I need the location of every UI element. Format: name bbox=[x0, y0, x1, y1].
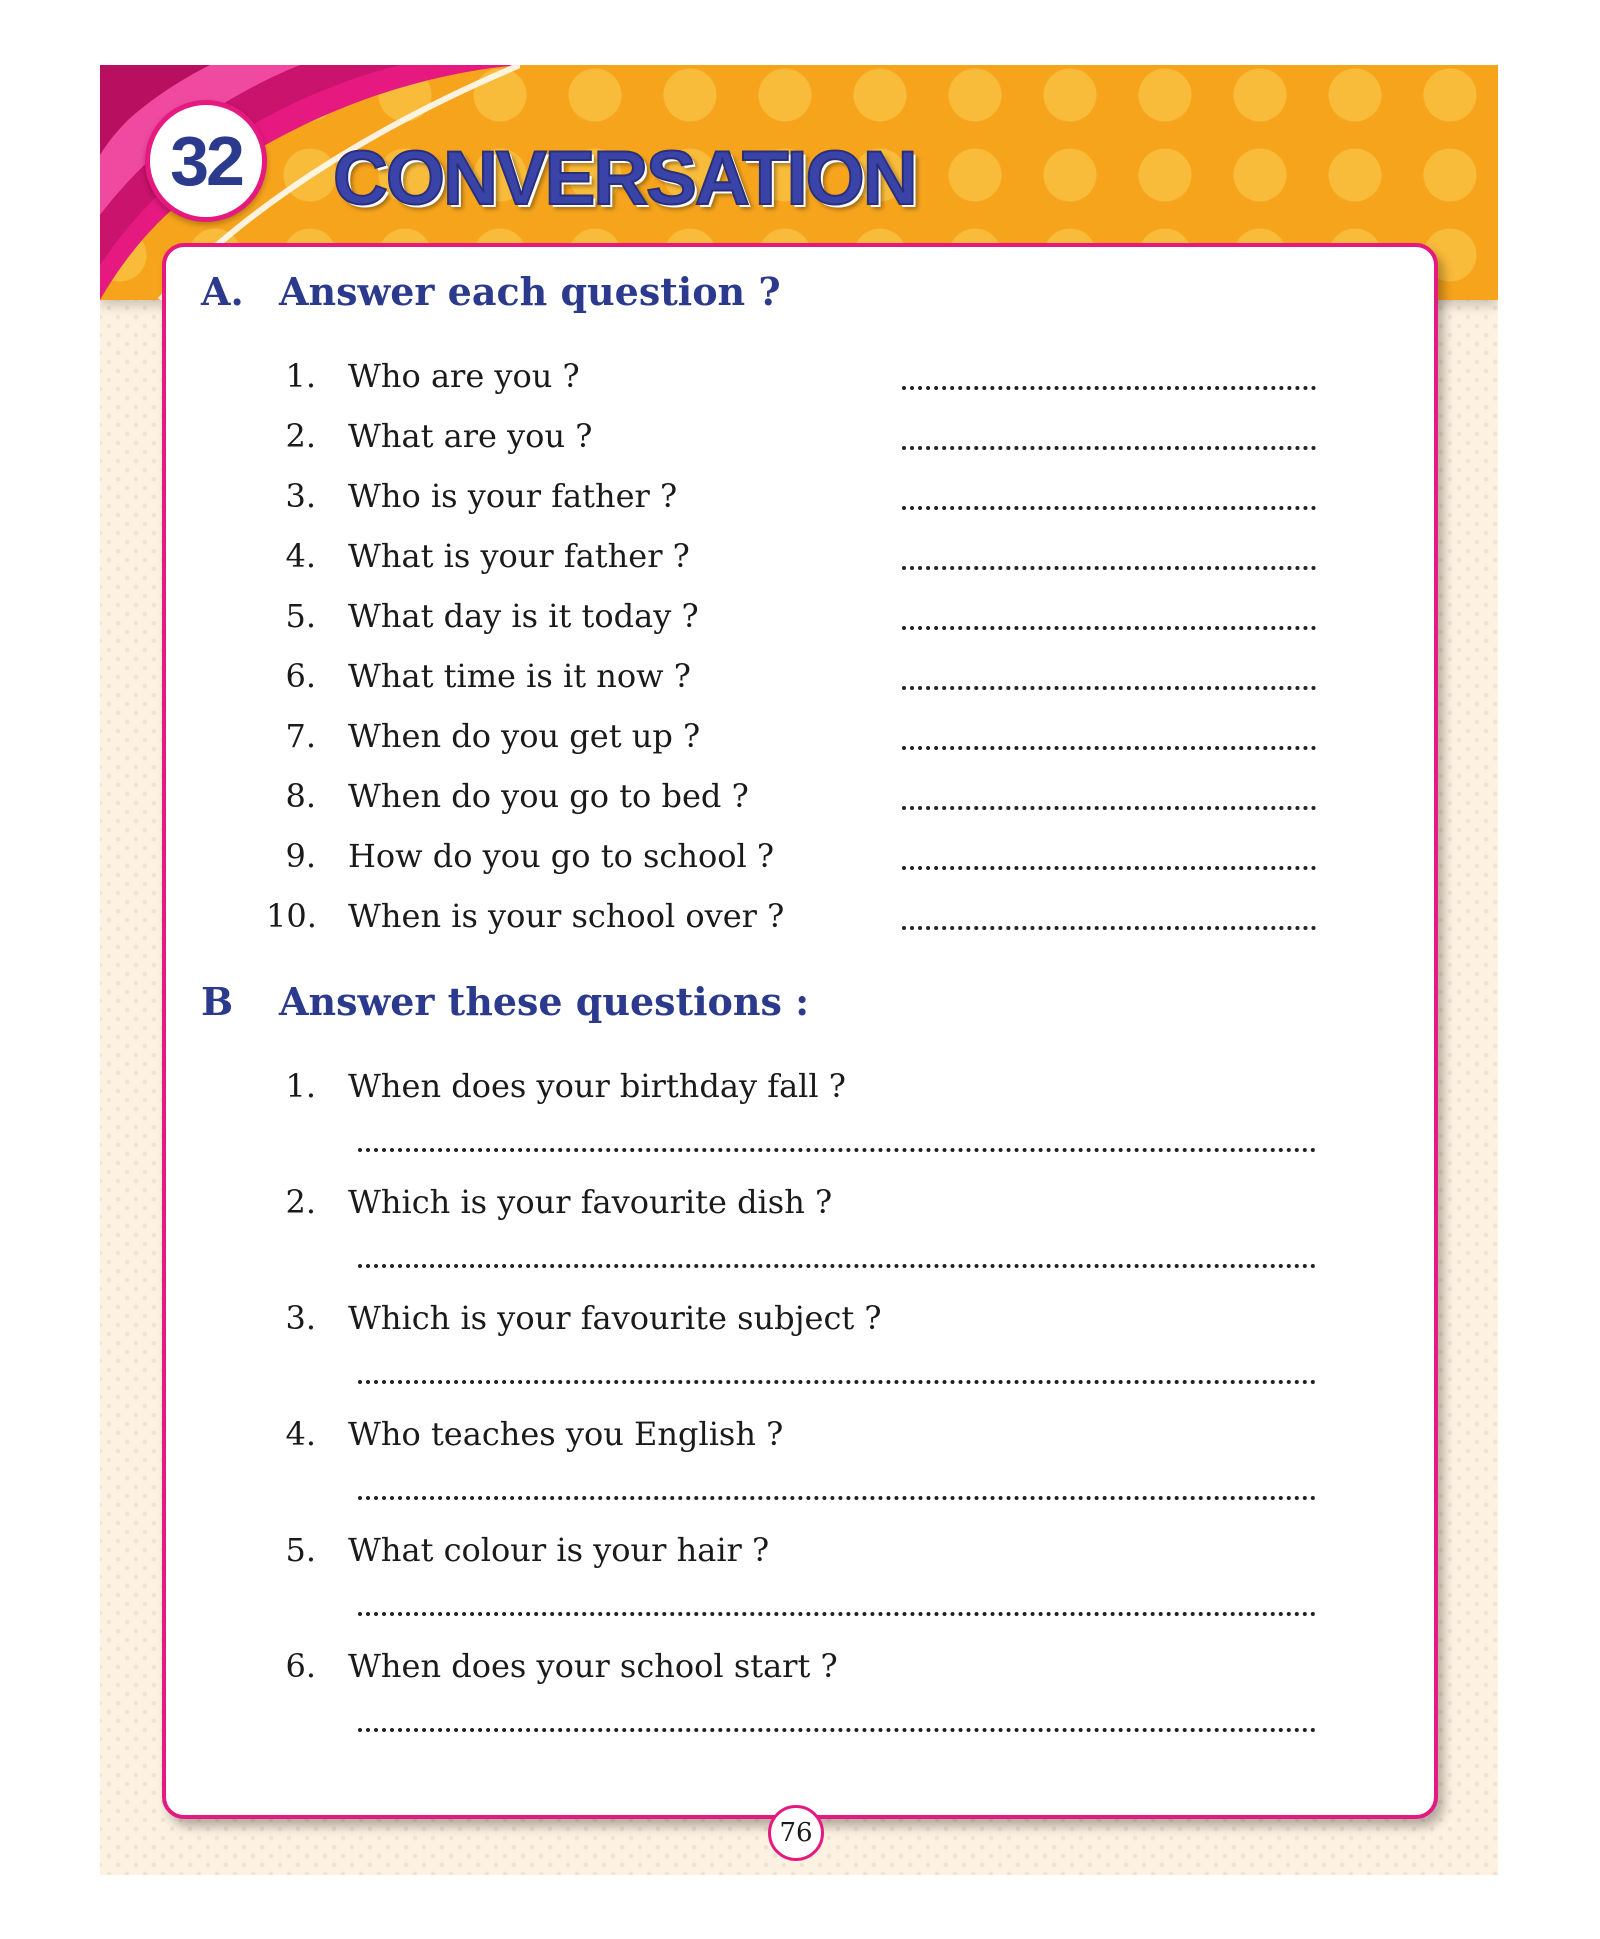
question-number: 1. bbox=[285, 1067, 316, 1105]
question-text: Which is your favourite dish ? bbox=[348, 1183, 833, 1221]
question-text: When does your birthday fall ? bbox=[348, 1067, 846, 1105]
question-number: 9. bbox=[285, 837, 316, 875]
question-text: When do you get up ? bbox=[348, 717, 701, 755]
question-number: 4. bbox=[285, 1415, 316, 1453]
answer-line[interactable] bbox=[358, 1148, 1316, 1152]
answer-line[interactable] bbox=[902, 506, 1316, 510]
question-number: 4. bbox=[285, 537, 316, 575]
list-item bbox=[266, 1529, 1326, 1645]
question-number: 5. bbox=[285, 597, 316, 635]
exercise-card bbox=[162, 243, 1438, 1819]
question-number: 1. bbox=[285, 357, 316, 395]
answer-line[interactable] bbox=[902, 806, 1316, 810]
answer-line[interactable] bbox=[902, 866, 1316, 870]
section-b-heading bbox=[201, 979, 809, 1024]
list-item bbox=[266, 895, 1326, 955]
question-number: 2. bbox=[285, 1183, 316, 1221]
list-item bbox=[266, 1297, 1326, 1413]
question-number: 6. bbox=[285, 657, 316, 695]
question-number: 7. bbox=[285, 717, 316, 755]
answer-line[interactable] bbox=[902, 686, 1316, 690]
question-text: Who are you ? bbox=[348, 357, 580, 395]
question-number: 8. bbox=[285, 777, 316, 815]
list-item bbox=[266, 475, 1326, 535]
section-a-title: Answer each question ? bbox=[279, 269, 781, 314]
answer-line[interactable] bbox=[902, 926, 1316, 930]
list-item bbox=[266, 1413, 1326, 1529]
list-item bbox=[266, 1181, 1326, 1297]
question-text: What day is it today ? bbox=[348, 597, 699, 635]
question-text: When is your school over ? bbox=[348, 897, 785, 935]
answer-line[interactable] bbox=[902, 566, 1316, 570]
section-a-heading bbox=[201, 269, 781, 314]
chapter-number-badge bbox=[145, 100, 267, 222]
page-number-badge bbox=[768, 1805, 824, 1861]
answer-line[interactable] bbox=[902, 746, 1316, 750]
answer-line[interactable] bbox=[902, 626, 1316, 630]
answer-line[interactable] bbox=[358, 1612, 1316, 1616]
section-a-letter: A. bbox=[201, 269, 244, 314]
list-item bbox=[266, 535, 1326, 595]
answer-line[interactable] bbox=[358, 1496, 1316, 1500]
question-text: What time is it now ? bbox=[348, 657, 691, 695]
answer-line[interactable] bbox=[902, 386, 1316, 390]
list-item bbox=[266, 415, 1326, 475]
question-number: 3. bbox=[285, 477, 316, 515]
page-number: 76 bbox=[779, 1818, 813, 1848]
section-b-letter: B bbox=[201, 979, 234, 1024]
question-text: What colour is your hair ? bbox=[348, 1531, 770, 1569]
list-item bbox=[266, 355, 1326, 415]
section-a-question-list bbox=[266, 355, 1326, 955]
question-text: What is your father ? bbox=[348, 537, 690, 575]
question-number: 2. bbox=[285, 417, 316, 455]
question-number: 10. bbox=[266, 897, 317, 935]
list-item bbox=[266, 655, 1326, 715]
question-number: 5. bbox=[285, 1531, 316, 1569]
question-text: How do you go to school ? bbox=[348, 837, 775, 875]
answer-line[interactable] bbox=[358, 1380, 1316, 1384]
question-text: Who is your father ? bbox=[348, 477, 678, 515]
question-text: Who teaches you English ? bbox=[348, 1415, 784, 1453]
list-item bbox=[266, 775, 1326, 835]
workbook-page bbox=[100, 65, 1498, 1875]
list-item bbox=[266, 715, 1326, 775]
section-b-question-list bbox=[266, 1065, 1326, 1761]
list-item bbox=[266, 835, 1326, 895]
question-text: When does your school start ? bbox=[348, 1647, 838, 1685]
list-item bbox=[266, 595, 1326, 655]
question-number: 3. bbox=[285, 1299, 316, 1337]
question-number: 6. bbox=[285, 1647, 316, 1685]
chapter-number: 32 bbox=[170, 122, 242, 200]
question-text: Which is your favourite subject ? bbox=[348, 1299, 882, 1337]
section-b-title: Answer these questions : bbox=[279, 979, 810, 1024]
question-text: What are you ? bbox=[348, 417, 593, 455]
chapter-title: CONVERSATION bbox=[333, 136, 916, 221]
answer-line[interactable] bbox=[358, 1728, 1316, 1732]
list-item bbox=[266, 1645, 1326, 1761]
list-item bbox=[266, 1065, 1326, 1181]
question-text: When do you go to bed ? bbox=[348, 777, 749, 815]
answer-line[interactable] bbox=[902, 446, 1316, 450]
answer-line[interactable] bbox=[358, 1264, 1316, 1268]
